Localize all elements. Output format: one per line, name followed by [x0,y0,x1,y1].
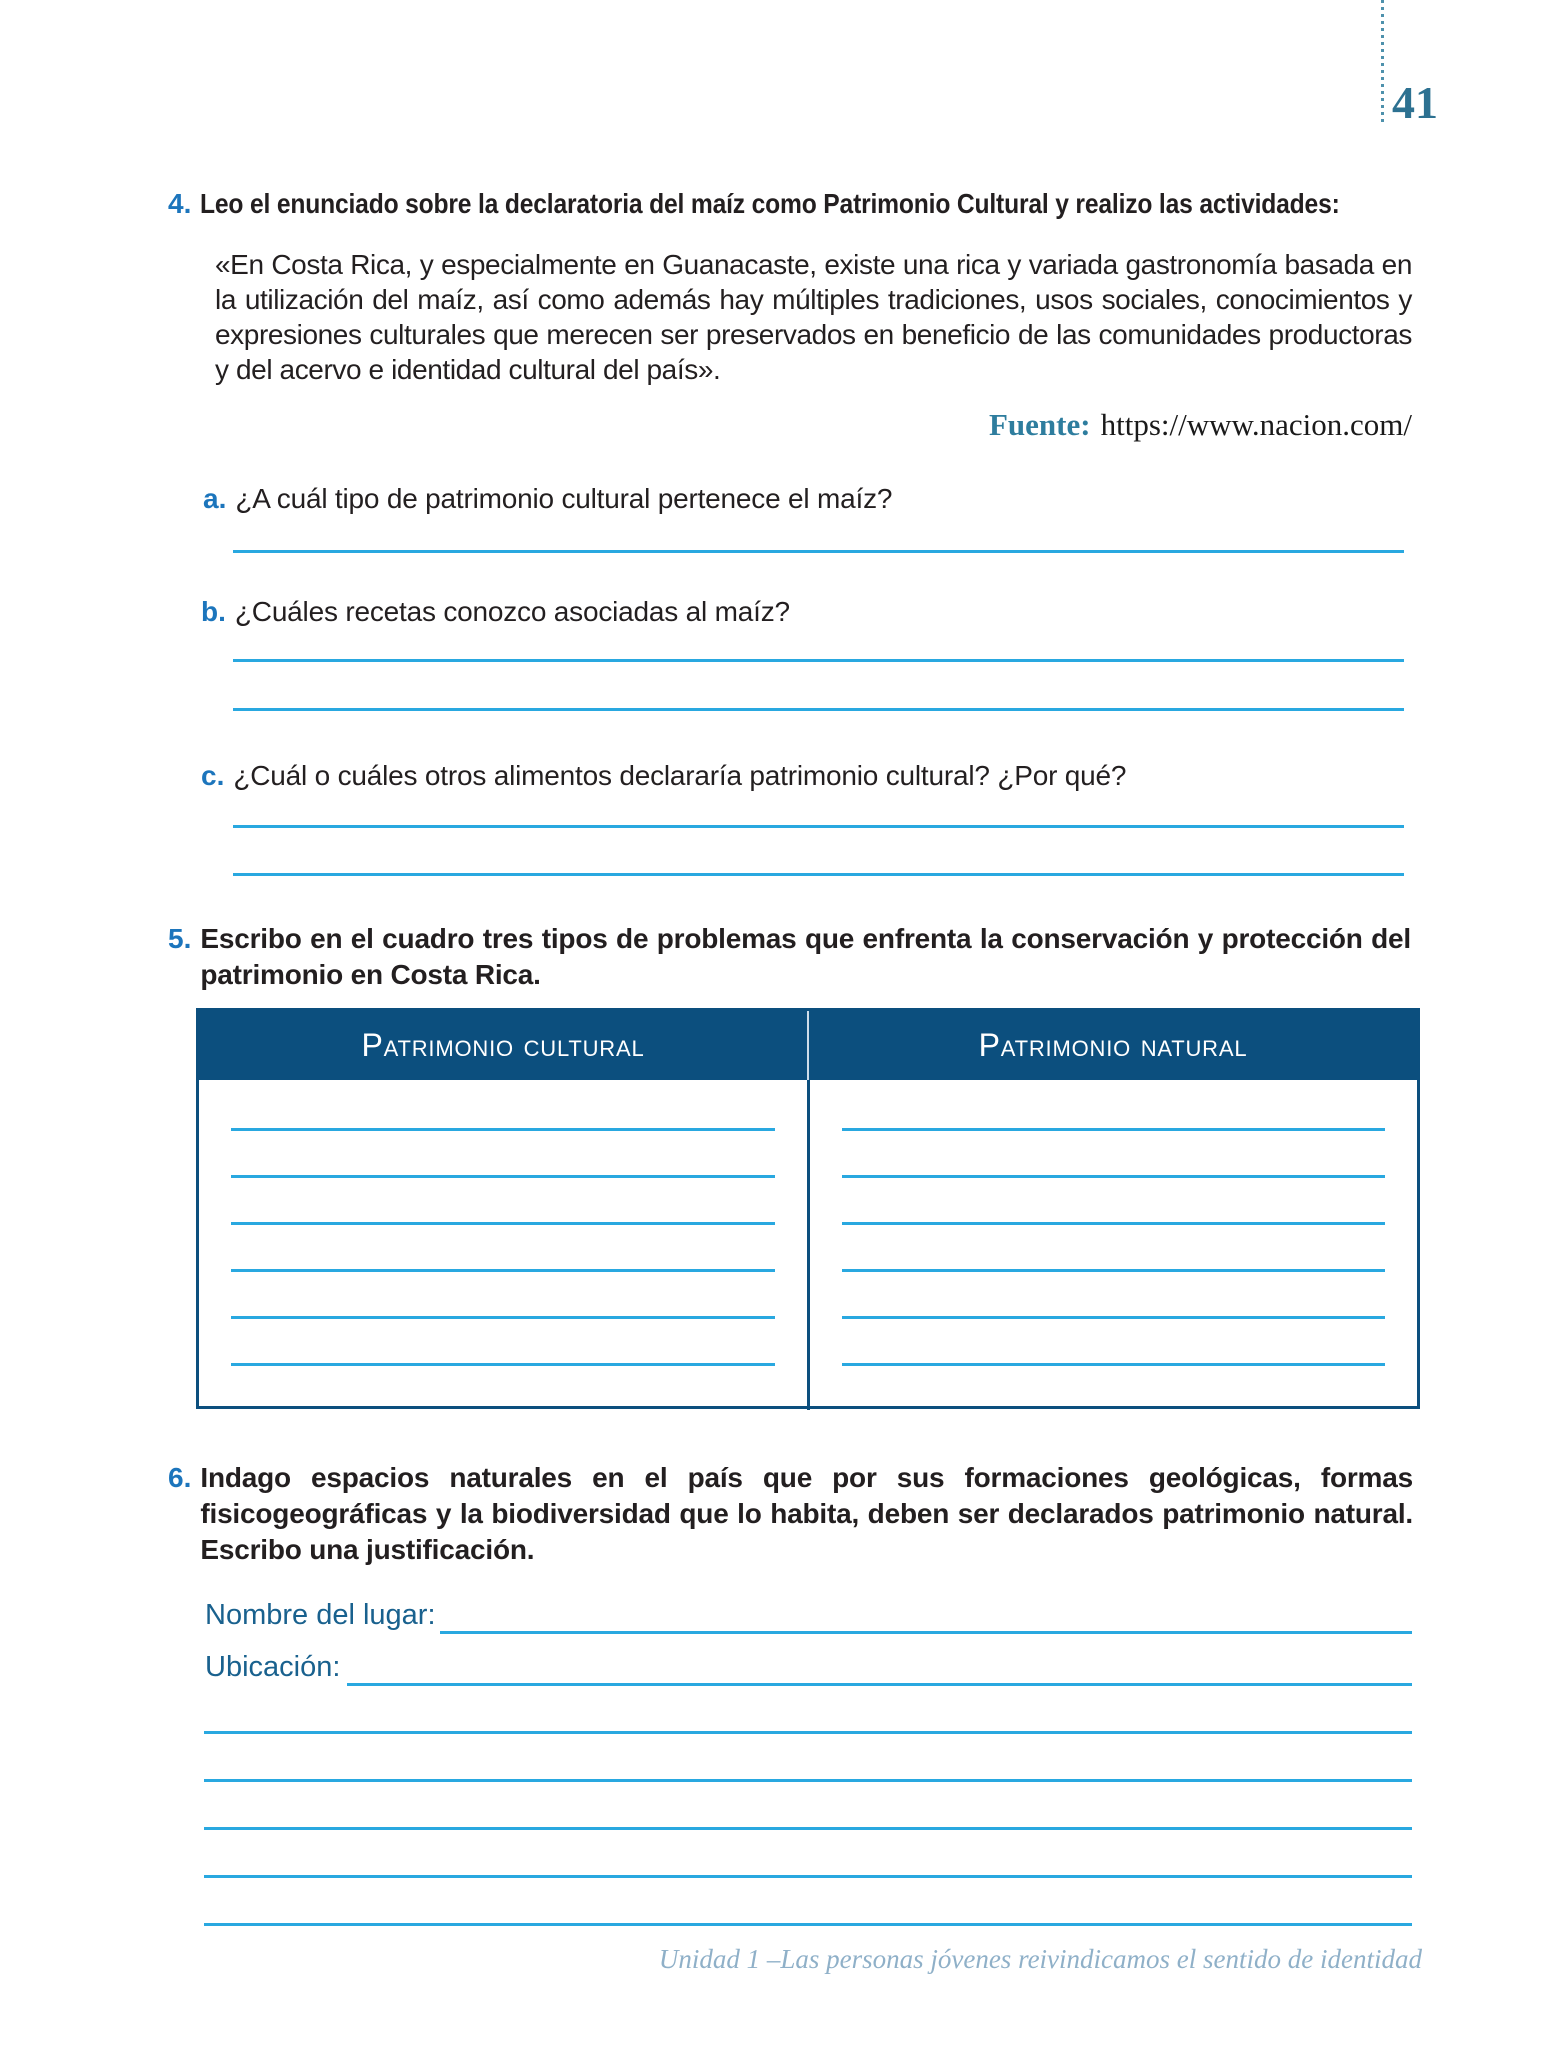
question-c [201,758,1413,793]
exercise-4-title: Leo el enunciado sobre la declaratoria del maíz como Patrimonio Cultural y realizo las actividades: [200,188,1341,219]
exercise-5-title: Escribo en el cuadro tres tipos de problemas que enfrenta la conservación y protección del patrimonio en Costa Rica. [200,923,1411,990]
question-c-letter: c. [201,760,225,791]
free-answer-line-1[interactable] [204,1731,1412,1734]
exercise-5-heading [168,921,1411,993]
footer-unit-title: Unidad 1 –Las personas jóvenes reivindicamos el sentido de identidad [658,1944,1422,1974]
table-header-natural: Patrimonio natural [807,1011,1417,1080]
answer-line-c2[interactable] [233,873,1404,876]
table-answer-line[interactable] [231,1175,775,1178]
table-answer-line[interactable] [231,1316,775,1319]
free-answer-line-5[interactable] [204,1923,1412,1926]
table-answer-line[interactable] [842,1175,1386,1178]
question-b [201,594,1411,629]
question-a [203,481,1413,516]
free-answer-line-2[interactable] [204,1779,1412,1782]
exercise-6-number: 6. [168,1462,192,1493]
quote-paragraph: «En Costa Rica, y especialmente en Guanacaste, existe una rica y variada gastronomía basada en la utilización del maíz, así como además hay múltiples tradiciones, usos sociales, conocimientos y expresiones culturales que merecen ser preservados en beneficio de las comunidades productoras y del acervo e identidad cultural del país». [215,249,1412,385]
margin-dotted-rule [1381,0,1384,126]
location-line[interactable] [347,1683,1412,1686]
table-answer-line[interactable] [842,1128,1386,1131]
exercise-6-heading [168,1460,1413,1568]
question-b-letter: b. [201,596,226,627]
source-line [600,406,1412,444]
source-url: https://www.nacion.com/ [1100,407,1412,442]
table-answer-line[interactable] [231,1128,775,1131]
answer-line-b1[interactable] [233,659,1404,662]
table-answer-line[interactable] [231,1363,775,1366]
field-label-place-name: Nombre del lugar: [205,1599,436,1631]
table-header-row [199,1011,1417,1080]
question-b-text: ¿Cuáles recetas conozco asociadas al maíz? [234,596,790,627]
table-column-cultural [199,1080,807,1410]
table-answer-line[interactable] [231,1222,775,1225]
place-name-line[interactable] [440,1631,1412,1634]
question-c-text: ¿Cuál o cuáles otros alimentos declararía patrimonio cultural? ¿Por qué? [233,760,1127,791]
table-header-cultural: Patrimonio cultural [361,1027,645,1063]
exercise-4-heading [168,186,1564,221]
answer-line-b2[interactable] [233,708,1404,711]
free-answer-line-3[interactable] [204,1827,1412,1830]
question-a-letter: a. [203,483,227,514]
source-label: Fuente: [989,407,1091,442]
question-a-text: ¿A cuál tipo de patrimonio cultural pertenece el maíz? [235,483,893,514]
free-answer-line-4[interactable] [204,1875,1412,1878]
table-answer-line[interactable] [842,1269,1386,1272]
exercise-6-title: Indago espacios naturales en el país que por sus formaciones geológicas, formas fisicogeográficas y la biodiversidad que lo habita, deben ser declarados patrimonio natural. Escribo una justificación. [200,1462,1413,1565]
table-answer-line[interactable] [842,1363,1386,1366]
table-column-natural [807,1080,1418,1410]
table-body [199,1080,1417,1410]
page-number: 41 [1392,77,1438,128]
answer-line-c1[interactable] [233,825,1404,828]
field-label-location: Ubicación: [205,1651,341,1683]
exercise-4-number: 4. [168,188,192,219]
heritage-table [196,1008,1420,1409]
table-answer-line[interactable] [842,1222,1386,1225]
answer-line-a1[interactable] [233,550,1404,553]
table-answer-line[interactable] [231,1269,775,1272]
table-answer-line[interactable] [842,1316,1386,1319]
exercise-5-number: 5. [168,923,192,954]
